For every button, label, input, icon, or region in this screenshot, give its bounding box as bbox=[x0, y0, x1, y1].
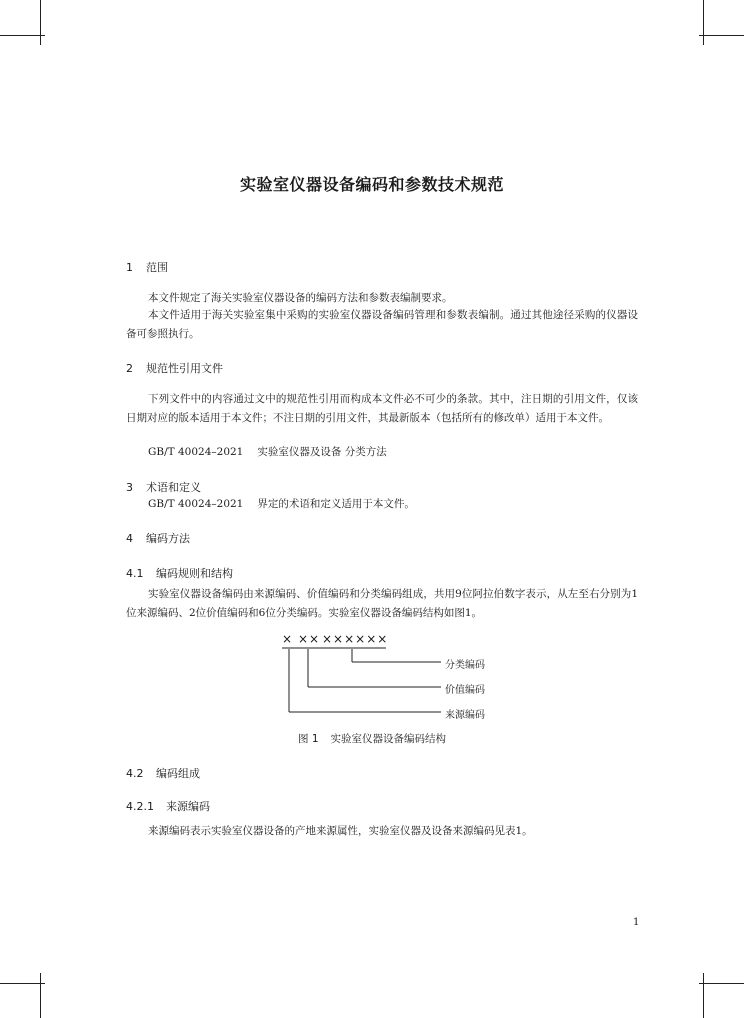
definition-entry bbox=[148, 496, 415, 511]
section-heading bbox=[126, 530, 190, 546]
code-digit-class: ×××××× bbox=[322, 632, 389, 646]
section-title: 编码规则和结构 bbox=[156, 567, 233, 580]
code-digit-source: × bbox=[282, 632, 294, 646]
document-title: 实验室仪器设备编码和参数技术规范 bbox=[239, 175, 504, 194]
figure-label-source-code: 来源编码 bbox=[445, 710, 485, 721]
code-digit-value: ×× bbox=[298, 632, 321, 646]
section-heading bbox=[126, 259, 168, 275]
reference-code: GB/T 40024–2021 bbox=[148, 446, 244, 458]
section-number: 4.1 bbox=[126, 567, 144, 580]
section-title: 编码组成 bbox=[156, 767, 200, 780]
figure-caption bbox=[0, 731, 744, 746]
section-title: 编码方法 bbox=[146, 532, 190, 545]
figure-label-value-code: 价值编码 bbox=[445, 685, 485, 696]
crop-mark bbox=[40, 973, 41, 1018]
section-number: 4.2.1 bbox=[126, 800, 154, 813]
section-heading bbox=[126, 479, 201, 495]
definition-text: 界定的术语和定义适用于本文件。 bbox=[257, 498, 415, 510]
paragraph: 本文件规定了海关实验室仪器设备的编码方法和参数表编制要求。 bbox=[148, 292, 453, 304]
section-title: 范围 bbox=[146, 261, 168, 274]
crop-mark bbox=[0, 983, 45, 984]
section-number: 3 bbox=[126, 481, 133, 494]
paragraph: 下列文件中的内容通过文中的规范性引用而构成本文件必不可少的条款。其中，注日期的引用文件，仅该日期对应的版本适用于本文件；不注日期的引用文件，其最新版本（包括所有的修改单）适用于本文件。 bbox=[126, 393, 638, 424]
subsection-heading bbox=[126, 565, 233, 581]
section-number: 4 bbox=[126, 532, 133, 545]
figure-number: 图 1 bbox=[297, 733, 319, 745]
crop-mark bbox=[699, 983, 744, 984]
section-title: 规范性引用文件 bbox=[146, 362, 223, 375]
figure-label-class-code: 分类编码 bbox=[445, 660, 485, 671]
definition-code: GB/T 40024–2021 bbox=[148, 498, 244, 510]
paragraph: 实验室仪器设备编码由来源编码、价值编码和分类编码组成，共用9位阿拉伯数字表示，从左至右分别为1位来源编码、2位价值编码和6位分类编码。实验室仪器设备编码结构如图1。 bbox=[126, 588, 638, 619]
reference-title: 实验室仪器及设备 分类方法 bbox=[257, 446, 387, 458]
subsection-heading bbox=[126, 765, 200, 781]
section-number: 4.2 bbox=[126, 767, 144, 780]
crop-mark bbox=[40, 0, 41, 45]
crop-mark bbox=[0, 35, 45, 36]
section-title: 来源编码 bbox=[166, 800, 210, 813]
section-number: 2 bbox=[126, 362, 133, 375]
paragraph: 来源编码表示实验室仪器设备的产地来源属性，实验室仪器及设备来源编码见表1。 bbox=[148, 825, 533, 837]
page-number: 1 bbox=[633, 917, 640, 928]
crop-mark bbox=[703, 973, 704, 1018]
figure-caption-text: 实验室仪器设备编码结构 bbox=[330, 733, 447, 745]
section-title: 术语和定义 bbox=[146, 481, 201, 494]
reference-entry bbox=[148, 444, 387, 459]
section-heading bbox=[126, 360, 223, 376]
section-number: 1 bbox=[126, 261, 133, 274]
crop-mark bbox=[703, 0, 704, 45]
subsection-heading bbox=[126, 798, 210, 814]
crop-mark bbox=[699, 35, 744, 36]
paragraph: 本文件适用于海关实验室集中采购的实验室仪器设备编码管理和参数表编制。通过其他途径采购的仪器设备可参照执行。 bbox=[126, 309, 638, 340]
